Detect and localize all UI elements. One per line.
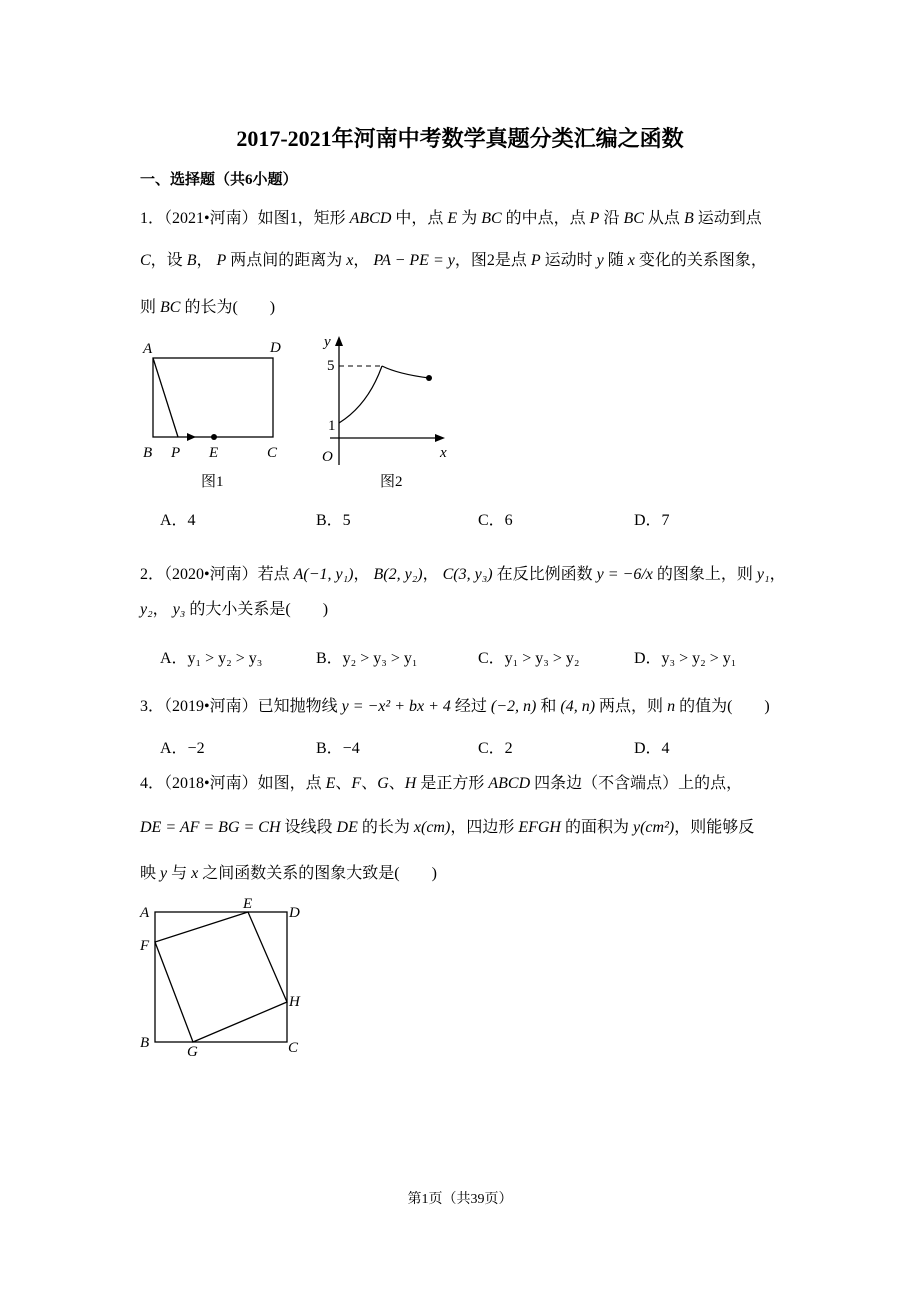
math-text: y₁ [756,566,770,583]
text: 与 [167,865,192,882]
question-3-option: C．2 [478,740,513,757]
text: ， [196,252,217,269]
question-1-option: D．7 [634,512,670,529]
text: 变化的关系图象， [634,252,767,269]
text: 、 [361,775,378,792]
text: 两点间的距离为 [226,252,347,269]
text: ，则能够反 [674,819,755,836]
svg-text:G: G [187,1044,198,1060]
text: 的长为( ) [180,299,276,316]
math-text: F [351,775,362,792]
svg-text:x: x [440,445,447,461]
math-text: DE [336,819,358,836]
math-text: x(cm) [413,819,451,836]
text: 1．（2021•河南）如图1，矩形 [140,210,350,227]
svg-text:C: C [267,445,278,461]
svg-text:E: E [243,896,253,912]
page-footer: 第1页（共39页） [407,1192,513,1207]
math-text: P [216,252,227,269]
question-2-option: B．y₂ > y₃ > y₁ [316,650,418,667]
math-text: x [346,252,354,269]
math-text: E [325,775,336,792]
math-text: y = −x² + bx + 4 [341,698,451,715]
text: 映 [140,865,161,882]
svg-text:A: A [143,341,153,357]
text: 四条边（不含端点）上的点， [530,775,743,792]
math-text: BC [481,210,502,227]
math-text: P [589,210,600,227]
math-text: EFGH [518,819,561,836]
math-text: y₂ [140,601,153,618]
text: 3．（2019•河南）已知抛物线 [140,698,342,715]
svg-text:图1: 图1 [201,474,224,490]
svg-text:O: O [322,449,333,465]
math-text: x [627,252,635,269]
text: ，设 [150,252,187,269]
text: 4．（2018•河南）如图，点 [140,775,326,792]
math-text: ABCD [488,775,531,792]
math-text: H [404,775,417,792]
text: 之间函数关系的图象大致是( ) [198,865,437,882]
svg-text:D: D [270,340,281,356]
math-text: y₃ [172,601,186,618]
text: 运动时 [540,252,597,269]
page-title: 2017-2021年河南中考数学真题分类汇编之函数 [236,126,684,151]
text: 从点 [643,210,684,227]
question-1-option: B．5 [316,512,351,529]
text: ，图2是点 [454,252,531,269]
math-text: ABCD [349,210,392,227]
text: 设线段 [280,819,337,836]
math-text: (−2, n) [490,698,537,715]
text: ， [353,252,374,269]
math-text: C(3, y₃) [442,566,493,583]
question-3-option: A．−2 [160,740,205,757]
text: 运动到点 [693,210,762,227]
svg-text:1: 1 [328,418,336,434]
text: 、 [335,775,352,792]
text: 沿 [599,210,624,227]
text: ， [422,566,443,583]
text: 为 [457,210,482,227]
section-heading: 一、选择题（共6小题） [140,172,298,188]
question-1-option: C．6 [478,512,513,529]
text: 两点，则 [595,698,668,715]
text: 和 [536,698,561,715]
math-text: (4, n) [560,698,596,715]
math-text: BC [623,210,644,227]
math-text: y = −6/x [596,566,653,583]
math-text: y(cm²) [633,819,675,836]
question-2-option: D．y₃ > y₂ > y₁ [634,650,737,667]
text: ， [769,566,786,583]
text: 的图象上，则 [652,566,757,583]
question-2-option: A．y₁ > y₂ > y₃ [160,650,263,667]
question-1-option: A．4 [160,512,196,529]
text: 的面积为 [560,819,633,836]
svg-text:D: D [289,905,300,921]
text: 的中点，点 [501,210,590,227]
math-text: n [667,698,676,715]
svg-text:C: C [288,1040,299,1056]
figure-2-graph [322,334,447,490]
math-text: G [377,775,389,792]
svg-text:H: H [289,994,300,1010]
math-text: x [191,865,199,882]
text: 中，点 [391,210,448,227]
math-text: BC [160,299,181,316]
svg-text:P: P [171,445,181,461]
question-2-option: C．y₁ > y₃ > y₂ [478,650,580,667]
text: 随 [603,252,628,269]
text: 的大小关系是( ) [185,601,329,618]
math-text: y [596,252,604,269]
math-text: P [530,252,541,269]
svg-text:B: B [143,445,153,461]
math-text: B(2, y₂) [373,566,423,583]
svg-text:A: A [140,905,150,921]
text: 2．（2020•河南）若点 [140,566,294,583]
math-text: PA − PE = y [373,252,455,269]
math-text: C [140,252,151,269]
text: ， [152,601,173,618]
math-text: DE = AF = BG = CH [140,819,281,836]
svg-text:B: B [140,1035,150,1051]
text: 在反比例函数 [492,566,597,583]
text: 的值为( ) [675,698,770,715]
svg-text:y: y [324,334,331,350]
svg-text:F: F [140,938,150,954]
math-text: y [160,865,168,882]
text: 、 [388,775,405,792]
figure-4-square [139,896,301,1060]
text: 是正方形 [416,775,489,792]
math-text: B [186,252,197,269]
question-3-option: B．−4 [316,740,360,757]
text: ，四边形 [450,819,519,836]
svg-text:5: 5 [327,358,335,374]
math-text: B [683,210,694,227]
text: 经过 [450,698,491,715]
question-3-option: D．4 [634,740,670,757]
text: 的长为 [357,819,414,836]
svg-text:图2: 图2 [380,474,403,490]
math-text: A(−1, y₁) [293,566,354,583]
math-text: E [447,210,458,227]
text: 则 [140,299,161,316]
text: ， [353,566,374,583]
figure-1-rectangle [142,340,281,490]
svg-text:E: E [209,445,219,461]
